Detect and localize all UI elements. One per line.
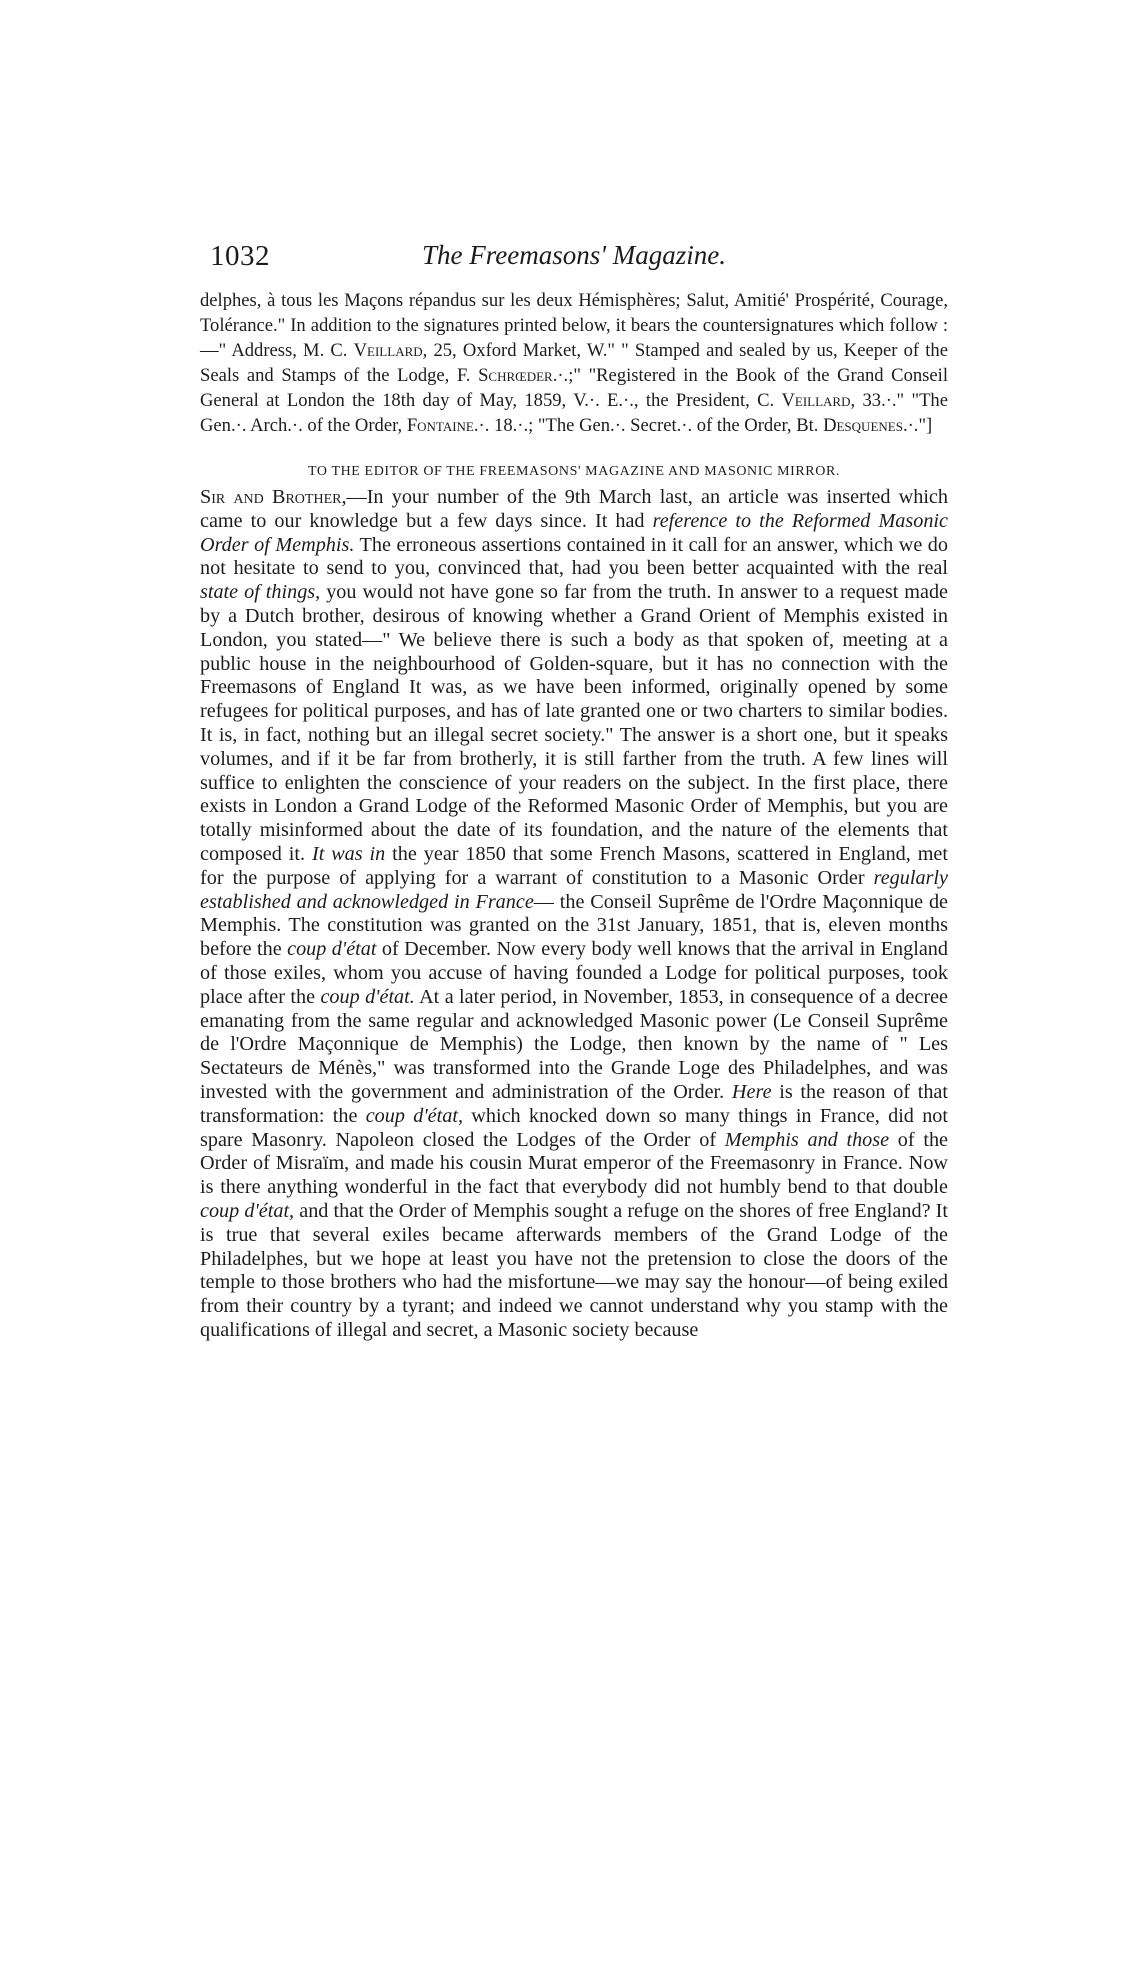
running-head (200, 240, 948, 280)
running-title: The Freemasons' Magazine. (422, 240, 726, 270)
section-heading: TO THE EDITOR OF THE FREEMASONS' MAGAZINE AND MASONIC MIRROR. (307, 464, 840, 479)
intro-paragraph: delphes, à tous les Maçons répandus sur les deux Hémisphères; Salut, Amitié' Prospérité, Courage, Tolérance." In addition to the signatures printed below, it bears the countersignatures which follow :—" Address, M. C. Veillard, 25, Oxford Market, W." " Stamped and sealed by us, Keeper of the Seals and Stamps of the Lodge, F. Schrœder.·.;" "Registered in the Book of the Grand Conseil General at London the 18th day of May, 1859, V.·. E.·., the President, C. Veillard, 33.·." "The Gen.·. Arch.·. of the Order, Fontaine.·. 18.·.; "The Gen.·. Secret.·. of the Order, Bt. Desquenes.·."] (200, 290, 948, 436)
page (200, 240, 948, 1343)
letter-body: Sir and Brother,—In your number of the 9th March last, an article was inserted which came to our knowledge but a few days since. It had reference to the Reformed Masonic Order of Memphis. The erroneous assertions contained in it call for an answer, which we do not hesitate to send to you, convinced that, had you been better acquainted with the real state of things, you would not have gone so far from the truth. In answer to a request made by a Dutch brother, desirous of knowing whether a Grand Orient of Memphis existed in London, you stated—" We believe there is such a body as that spoken of, meeting at a public house in the neighbourhood of Golden-square, but it has no connection with the Freemasons of England It was, as we have been informed, originally opened by some refugees for political purposes, and has of late granted one or two charters to similar bodies. It is, in fact, nothing but an illegal secret society." The answer is a short one, but it speaks volumes, and if it be far from brotherly, it is still farther from the truth. A few lines will suffice to enlighten the conscience of your readers on the subject. In the first place, there exists in London a Grand Lodge of the Reformed Masonic Order of Memphis, but you are totally misinformed about the date of its foundation, and the nature of the elements that composed it. It was in the year 1850 that some French Masons, scattered in England, met for the purpose of applying for a warrant of constitution to a Masonic Order regularly established and acknowledged in France— the Conseil Suprême de l'Ordre Maçonnique de Memphis. The constitution was granted on the 31st January, 1851, that is, eleven months before the coup d'état of December. Now every body well knows that the arrival in England of those exiles, whom you accuse of having founded a Lodge for political purposes, took place after the coup d'état. At a later period, in November, 1853, in consequence of a decree emanating from the same regular and acknowledged Masonic power (Le Conseil Suprême de l'Ordre Maçonnique de Memphis) the Lodge, then known by the name of " Les Sectateurs de Ménès," was transformed into the Grande Loge des Philadelphes, and was invested with the government and administration of the Order. Here is the reason of that transformation: the coup d'état, which knocked down so many things in France, did not spare Masonry. Napoleon closed the Lodges of the Order of Memphis and those of the Order of Misraïm, and made his cousin Murat emperor of the Freemasonry in France. Now is there anything wonderful in the fact that everybody did not humbly bend to that double coup d'état, and that the Order of Memphis sought a refuge on the shores of free England? It is true that several exiles became afterwards members of the Grand Lodge of the Philadelphes, but we hope at least you have not the pretension to close the doors of the temple to those brothers who had the misfortune—we may say the honour—of being exiled from their country by a tyrant; and indeed we cannot understand why you stamp with the qualifications of illegal and secret, a Masonic society because (200, 486, 949, 1341)
salutation: Sir and Brother, (200, 486, 347, 508)
page-number: 1032 (210, 240, 270, 272)
